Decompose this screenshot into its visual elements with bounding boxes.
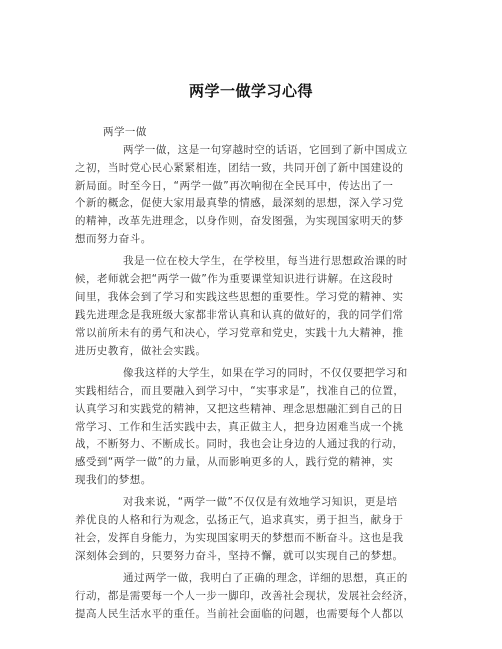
document-title: 两学一做学习心得 <box>188 82 313 100</box>
paragraph <box>75 142 435 249</box>
paragraph <box>75 570 435 624</box>
paragraph-line: 深刻体会到的，只要努力奋斗，坚持不懈，就可以实现自己的梦想。 <box>75 549 404 562</box>
paragraph-line: 进历史教育，做社会实践。 <box>75 344 207 357</box>
paragraph-line: 现我们的梦想。 <box>75 474 152 487</box>
paragraph-line: 想而努力奋斗。 <box>75 233 152 246</box>
paragraph-line: 之初，当时党心民心紧紧相连，团结一致，共同开创了新中国建设的 <box>75 161 404 174</box>
paragraph-line: 养优良的人格和行为观念，弘扬正气，追求真实，勇于担当，献身于 <box>75 514 404 527</box>
paragraph <box>75 253 435 360</box>
paragraph-line: 对我来说，“两学一做”不仅仅是有效地学习知识，更是培 <box>123 496 398 509</box>
paragraph-line: 常以前所未有的勇气和决心，学习党章和党史，实践十九大精神，推 <box>75 326 404 339</box>
paragraph-line: 实践相结合，而且要融入到学习中，“实事求是”，找准自己的位置， <box>75 384 405 397</box>
paragraph-line: 常学习、工作和生活实践中去，真正做主人，把身边困难当成一个挑 <box>75 420 404 433</box>
paragraph-line: 个新的概念，促使大家用最真挚的情感，最深刻的思想，深入学习党 <box>75 197 404 210</box>
subheading: 两学一做 <box>103 126 147 138</box>
paragraph-line: 像我这样的大学生，如果在学习的同时，不仅仅要把学习和 <box>123 366 408 379</box>
paragraph-line: 新局面。时至今日，“两学一做”再次响彻在全民耳中，传达出了一 <box>75 179 394 192</box>
paragraph <box>75 494 435 565</box>
paragraph-line: 两学一做，这是一句穿越时空的话语，它回到了新中国成立 <box>123 143 408 156</box>
paragraph-line: 践先进理念是我班级大家都非常认真和认真的做好的，我的同学们常 <box>75 308 404 321</box>
paragraph-line: 候，老师就会把“两学一做”作为重要课堂知识进行讲解。在这段时 <box>75 273 394 286</box>
paragraph-line: 间里，我体会到了学习和实践这些思想的重要性。学习党的精神、实 <box>75 291 404 304</box>
paragraph-line: 感受到“两学一做”的力量，从而影响更多的人，践行党的精神，实 <box>75 456 394 469</box>
paragraph-line: 我是一位在校大学生，在学校里，每当进行思想政治课的时 <box>123 255 408 268</box>
paragraph-line: 行动，都是需要每一个人一步一脚印，改善社会现状，发展社会经济， <box>75 590 415 603</box>
paragraph-line: 认真学习和实践党的精神，又把这些精神、理念思想融汇到自己的日 <box>75 402 404 415</box>
paragraph-line: 社会，发挥自身能力，为实现国家明天的梦想而不断奋斗。这也是我 <box>75 532 404 545</box>
paragraph <box>75 365 435 490</box>
paragraph-line: 提高人民生活水平的重任。当前社会面临的问题，也需要每个人都以 <box>75 607 404 620</box>
paragraph-line: 战，不断努力、不断成长。同时，我也会让身边的人通过我的行动， <box>75 438 404 451</box>
paragraph-line: 通过两学一做，我明白了正确的理念，详细的思想，真正的 <box>123 572 408 585</box>
paragraph-line: 的精神，改革先进理念，以身作则，奋发图强，为实现国家明天的梦 <box>75 215 404 228</box>
document-body <box>75 124 435 624</box>
